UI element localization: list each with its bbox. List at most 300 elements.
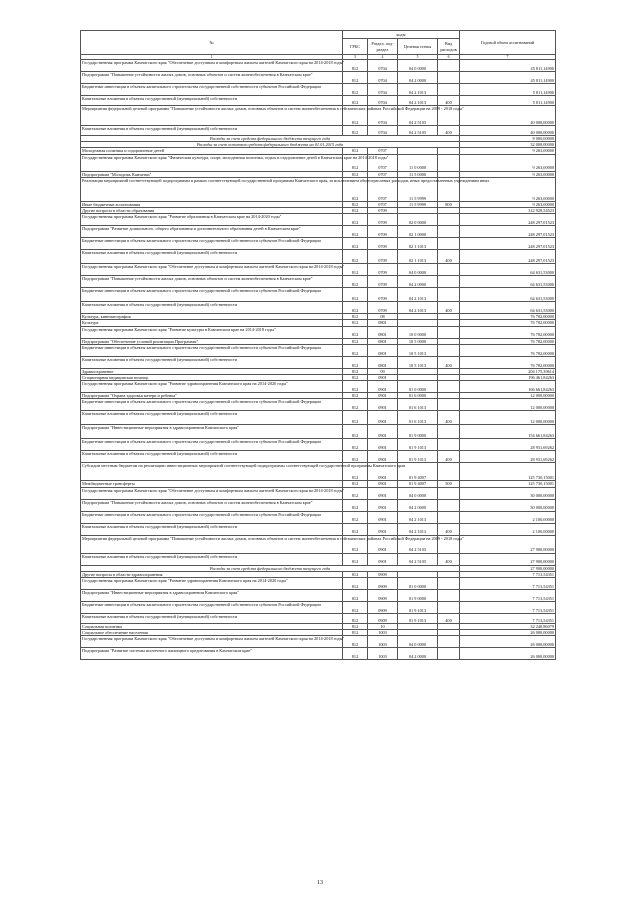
table-row bbox=[81, 264, 556, 276]
budget-table bbox=[80, 30, 556, 660]
amount-cell: 76 782,00000 bbox=[460, 356, 556, 368]
item-name: Бюджетные инвестиции в объекты капитального строительства государственной собственности субъектов Российской Федерации bbox=[81, 344, 343, 356]
amount-cell: 32 000,00000 bbox=[460, 142, 556, 148]
exptype-cell bbox=[438, 84, 460, 96]
header-grbs: ГРБС bbox=[343, 39, 368, 55]
amount-cell: 26 000,00000 bbox=[460, 636, 556, 648]
section-cell: 0801 bbox=[368, 356, 398, 368]
item-name: Бюджетные инвестиции в объекты капитального строительства государственной собственности субъектов Российской Федерации bbox=[81, 399, 343, 411]
item-name: Иные бюджетные ассигнования bbox=[81, 201, 343, 207]
section-cell: 0707 bbox=[368, 201, 398, 207]
target-cell: 04 2 5105 bbox=[398, 535, 438, 553]
header-target: Целевая статья bbox=[398, 39, 438, 55]
section-cell: 0901 bbox=[368, 553, 398, 565]
amount-cell: 9 263,00000 bbox=[460, 201, 556, 207]
section-cell: 0901 bbox=[368, 535, 398, 553]
amount-cell: 248 297,01523 bbox=[460, 226, 556, 238]
grbs-cell: 812 bbox=[343, 375, 368, 381]
amount-cell: 12 000,00000 bbox=[460, 411, 556, 425]
target-cell: 01 6 1013 bbox=[398, 399, 438, 411]
table-row bbox=[81, 523, 556, 535]
amount-cell: 64 631,53000 bbox=[460, 276, 556, 288]
amount-cell: 26 000,00000 bbox=[460, 648, 556, 660]
target-cell: 01 9 1013 bbox=[398, 614, 438, 624]
section-cell: 08 bbox=[368, 314, 398, 320]
target-cell: 01 9 1013 bbox=[398, 451, 438, 463]
exptype-cell bbox=[438, 511, 460, 523]
item-name: Мероприятия федеральной целевой программы "Повышение устойчивости жилых домов, основных объектов и систем жизнеобеспечения в сейсмических районах Российской Федерации на 2009 - 2018 годы" bbox=[81, 535, 343, 553]
amount-cell: 27 900,00000 bbox=[460, 565, 556, 571]
table-row bbox=[81, 578, 556, 590]
item-name: Государственная программа Камчатского края "Развитие здравоохранения Камчатского края на 2014-2020 годы" bbox=[81, 381, 343, 393]
item-name: Государственная программа Камчатского края "Обеспечение доступным и комфортным жильем жителей Камчатского края на 2014-2018 годы" bbox=[81, 60, 343, 72]
section-cell: 0909 bbox=[368, 602, 398, 614]
section-cell: 0801 bbox=[368, 344, 398, 356]
exptype-cell bbox=[438, 425, 460, 439]
table-row bbox=[81, 238, 556, 250]
exptype-cell bbox=[438, 238, 460, 250]
amount-cell: 28 931,69262 bbox=[460, 439, 556, 451]
grbs-cell: 812 bbox=[343, 320, 368, 326]
section-cell: 0709 bbox=[368, 302, 398, 314]
table-row bbox=[81, 399, 556, 411]
col-number-1: 1 bbox=[81, 55, 343, 60]
table-row bbox=[81, 487, 556, 499]
target-cell: 04 2 1013 bbox=[398, 523, 438, 535]
item-name: Субсидии местным бюджетам на реализацию инвестиционных мероприятий соответствующей подпрограммы соответствующей государственной программы Камчатского края bbox=[81, 463, 343, 481]
amount-cell: 7 713,54351 bbox=[460, 602, 556, 614]
exptype-cell: 400 bbox=[438, 250, 460, 264]
header-amount: Годовой объем ассигнований bbox=[460, 31, 556, 55]
amount-cell: 204 175,39614 bbox=[460, 368, 556, 374]
target-cell: 04 2 0000 bbox=[398, 499, 438, 511]
section-cell: 1003 bbox=[368, 630, 398, 636]
item-name: Подпрограмма "Обеспечение условий реализации Программы" bbox=[81, 338, 343, 344]
target-cell: 01 6 0000 bbox=[398, 393, 438, 399]
amount-cell: 248 297,01523 bbox=[460, 250, 556, 264]
section-cell: 0801 bbox=[368, 326, 398, 338]
target-cell: 04 2 0000 bbox=[398, 276, 438, 288]
section-cell: 0709 bbox=[368, 226, 398, 238]
grbs-cell: 812 bbox=[343, 571, 368, 577]
amount-cell: 166 661,84263 bbox=[460, 381, 556, 393]
exptype-cell bbox=[438, 648, 460, 660]
item-name: Стационарная медицинская помощь bbox=[81, 375, 343, 381]
table-row bbox=[81, 250, 556, 264]
amount-cell: 27 900,00000 bbox=[460, 553, 556, 565]
target-cell: 04 0 0000 bbox=[398, 487, 438, 499]
item-name: Подпрограмма "Охрана здоровья матери и ребенка" bbox=[81, 393, 343, 399]
page-number: 13 bbox=[317, 880, 323, 886]
amount-cell: 32 240,86079 bbox=[460, 624, 556, 630]
table-row bbox=[81, 288, 556, 302]
amount-cell: 76 782,00000 bbox=[460, 338, 556, 344]
amount-cell: 12 000,00000 bbox=[460, 399, 556, 411]
amount-cell: 312 928,54523 bbox=[460, 208, 556, 214]
table-row bbox=[81, 126, 556, 136]
section-cell: 0901 bbox=[368, 393, 398, 399]
col-number-6: 6 bbox=[438, 55, 460, 60]
section-cell: 0901 bbox=[368, 487, 398, 499]
exptype-cell: 400 bbox=[438, 126, 460, 136]
exptype-cell bbox=[438, 399, 460, 411]
amount-cell: 125 730,15001 bbox=[460, 481, 556, 487]
amount-cell: 40 000,00000 bbox=[460, 126, 556, 136]
target-cell: 01 9 4007 bbox=[398, 463, 438, 481]
item-name: Бюджетные инвестиции в объекты капитального строительства государственной собственности субъектов Российской Федерации bbox=[81, 288, 343, 302]
amount-cell: 30 000,00000 bbox=[460, 499, 556, 511]
grbs-cell: 812 bbox=[343, 636, 368, 648]
note-text: Расходы за счет средств федерального бюджета текущего года bbox=[81, 136, 460, 142]
table-row bbox=[81, 590, 556, 602]
target-cell: 04 2 0000 bbox=[398, 648, 438, 660]
item-name: Подпрограмма "Инвестиционные мероприятия в здравоохранении Камчатского края" bbox=[81, 425, 343, 439]
header-exptype: Вид расходов bbox=[438, 39, 460, 55]
item-name: Государственная программа Камчатского края "Обеспечение доступным и комфортным жильем жителей Камчатского края на 2014-2018 годы" bbox=[81, 636, 343, 648]
exptype-cell: 400 bbox=[438, 451, 460, 463]
grbs-cell: 812 bbox=[343, 276, 368, 288]
section-cell: 0704 bbox=[368, 96, 398, 106]
target-cell: 01 9 1013 bbox=[398, 439, 438, 451]
amount-cell: 154 661,84263 bbox=[460, 425, 556, 439]
section-cell: 0909 bbox=[368, 578, 398, 590]
exptype-cell bbox=[438, 276, 460, 288]
amount-cell: 40 000,00000 bbox=[460, 106, 556, 126]
table-row bbox=[81, 602, 556, 614]
grbs-cell: 812 bbox=[343, 451, 368, 463]
section-cell: 0901 bbox=[368, 399, 398, 411]
section-cell: 0909 bbox=[368, 614, 398, 624]
amount-cell: 7 713,54351 bbox=[460, 571, 556, 577]
amount-cell: 76 782,00000 bbox=[460, 320, 556, 326]
target-cell: 10 5 0000 bbox=[398, 338, 438, 344]
target-cell: 04 2 1013 bbox=[398, 511, 438, 523]
grbs-cell: 812 bbox=[343, 356, 368, 368]
item-name: Реализация мероприятий соответствующей подпрограммы в рамках соответствующей государственной программы Камчатского края, за исключением общеотраслевых расходов, иных предоставленных учреждениям иных bbox=[81, 177, 343, 201]
note-text: Расходы за счет средств федерального бюджета текущего года bbox=[81, 565, 460, 571]
item-name: Подпрограмма "Молодежь Камчатки" bbox=[81, 171, 343, 177]
exptype-cell bbox=[438, 463, 460, 481]
amount-cell: 9 263,00000 bbox=[460, 148, 556, 154]
section-cell: 0901 bbox=[368, 411, 398, 425]
item-name: Государственная программа Камчатского края "Обеспечение доступным и комфортным жильем жителей Камчатского края на 2014-2018 годы" bbox=[81, 264, 343, 276]
section-cell: 0709 bbox=[368, 214, 398, 226]
section-cell: 0901 bbox=[368, 463, 398, 481]
amount-cell: 9 263,00000 bbox=[460, 171, 556, 177]
table-row bbox=[81, 60, 556, 72]
grbs-cell: 812 bbox=[343, 214, 368, 226]
item-name: Бюджетные инвестиции в объекты капитального строительства государственной собственности субъектов Российской Федерации bbox=[81, 602, 343, 614]
grbs-cell: 812 bbox=[343, 338, 368, 344]
target-cell: 10 5 1013 bbox=[398, 356, 438, 368]
exptype-cell: 400 bbox=[438, 553, 460, 565]
table-row bbox=[81, 425, 556, 439]
target-cell: 11 5 9999 bbox=[398, 177, 438, 201]
amount-cell: 76 782,00000 bbox=[460, 326, 556, 338]
header-section: Раздел, под-раздел bbox=[368, 39, 398, 55]
section-cell: 10 bbox=[368, 624, 398, 630]
section-cell: 0901 bbox=[368, 511, 398, 523]
section-cell: 0901 bbox=[368, 425, 398, 439]
table-row bbox=[81, 381, 556, 393]
table-row bbox=[81, 214, 556, 226]
item-name: Здравоохранение bbox=[81, 368, 343, 374]
table-row bbox=[81, 106, 556, 126]
item-name: Молодежная политика и оздоровление детей bbox=[81, 148, 343, 154]
amount-cell: 64 631,53000 bbox=[460, 264, 556, 276]
table-row bbox=[81, 344, 556, 356]
grbs-cell: 812 bbox=[343, 201, 368, 207]
item-name: Капитальные вложения в объекты государственной (муниципальной) собственности bbox=[81, 96, 343, 106]
table-row bbox=[81, 154, 556, 171]
grbs-cell: 812 bbox=[343, 439, 368, 451]
amount-cell: 26 000,00000 bbox=[460, 630, 556, 636]
target-cell: 01 9 0000 bbox=[398, 425, 438, 439]
section-cell: 0709 bbox=[368, 276, 398, 288]
grbs-cell: 812 bbox=[343, 72, 368, 84]
target-cell: 04 2 5105 bbox=[398, 553, 438, 565]
table-row bbox=[81, 72, 556, 84]
section-cell: 0909 bbox=[368, 590, 398, 602]
item-name: Социальное обеспечение населения bbox=[81, 630, 343, 636]
grbs-cell: 812 bbox=[343, 602, 368, 614]
item-name: Культура, кинематография bbox=[81, 314, 343, 320]
table-body bbox=[81, 60, 556, 660]
grbs-cell: 812 bbox=[343, 288, 368, 302]
grbs-cell: 812 bbox=[343, 96, 368, 106]
target-cell: 11 5 0000 bbox=[398, 171, 438, 177]
exptype-cell bbox=[438, 590, 460, 602]
exptype-cell bbox=[438, 578, 460, 590]
section-cell: 0704 bbox=[368, 84, 398, 96]
section-cell: 0704 bbox=[368, 106, 398, 126]
table-header bbox=[81, 31, 556, 60]
exptype-cell bbox=[438, 288, 460, 302]
target-cell: 01 9 1013 bbox=[398, 602, 438, 614]
amount-cell: 9 263,00000 bbox=[460, 177, 556, 201]
amount-cell: 7 713,54351 bbox=[460, 614, 556, 624]
exptype-cell bbox=[438, 264, 460, 276]
item-name: Государственная программа Камчатского края "Развитие культуры в Камчатском крае на 2014-2018 годы" bbox=[81, 326, 343, 338]
section-cell: 0709 bbox=[368, 264, 398, 276]
amount-cell: 196 461,84263 bbox=[460, 375, 556, 381]
target-cell: 10 5 1013 bbox=[398, 344, 438, 356]
item-name: Государственная программа Камчатского края "Развитие здравоохранения Камчатского края на 2014-2020 годы" bbox=[81, 578, 343, 590]
grbs-cell: 812 bbox=[343, 250, 368, 264]
item-name: Капитальные вложения в объекты государственной (муниципальной) собственности bbox=[81, 523, 343, 535]
section-cell: 0704 bbox=[368, 72, 398, 84]
section-cell: 0707 bbox=[368, 177, 398, 201]
col-number-7: 7 bbox=[460, 55, 556, 60]
section-cell: 0709 bbox=[368, 288, 398, 302]
exptype-cell bbox=[438, 487, 460, 499]
amount-cell: 8 000,00000 bbox=[460, 136, 556, 142]
target-cell: 01 9 4007 bbox=[398, 481, 438, 487]
exptype-cell bbox=[438, 636, 460, 648]
item-name: Капитальные вложения в объекты государственной (муниципальной) собственности bbox=[81, 451, 343, 463]
section-cell: 0901 bbox=[368, 439, 398, 451]
item-name: Капитальные вложения в объекты государственной (муниципальной) собственности bbox=[81, 302, 343, 314]
amount-cell: 27 900,00000 bbox=[460, 535, 556, 553]
exptype-cell bbox=[438, 344, 460, 356]
exptype-cell bbox=[438, 381, 460, 393]
amount-cell: 12 000,00000 bbox=[460, 393, 556, 399]
target-cell: 11 0 0000 bbox=[398, 154, 438, 171]
grbs-cell: 812 bbox=[343, 648, 368, 660]
exptype-cell bbox=[438, 154, 460, 171]
item-name: Подпрограмма "Развитие системы ипотечного жилищного кредитования в Камчатском крае" bbox=[81, 648, 343, 660]
grbs-cell: 812 bbox=[343, 630, 368, 636]
amount-cell: 248 297,01523 bbox=[460, 214, 556, 226]
section-cell: 0901 bbox=[368, 499, 398, 511]
target-cell: 04 0 0000 bbox=[398, 264, 438, 276]
target-cell: 04 0 0000 bbox=[398, 636, 438, 648]
item-name: Государственная программа Камчатского края "Физическая культура, спорт, молодежная политика, отдых и оздоровление детей в Камчатском крае на 2014-2018 годы" bbox=[81, 154, 343, 171]
grbs-cell: 812 bbox=[343, 264, 368, 276]
grbs-cell: 812 bbox=[343, 481, 368, 487]
target-cell: 04 2 5105 bbox=[398, 106, 438, 126]
grbs-cell: 812 bbox=[343, 226, 368, 238]
grbs-cell: 812 bbox=[343, 590, 368, 602]
target-cell: 04 2 1013 bbox=[398, 96, 438, 106]
item-name: Капитальные вложения в объекты государственной (муниципальной) собственности bbox=[81, 250, 343, 264]
amount-cell: 7 713,54351 bbox=[460, 578, 556, 590]
exptype-cell bbox=[438, 214, 460, 226]
amount-cell: 248 297,01523 bbox=[460, 238, 556, 250]
section-cell: 0901 bbox=[368, 523, 398, 535]
grbs-cell: 812 bbox=[343, 208, 368, 214]
grbs-cell: 812 bbox=[343, 393, 368, 399]
amount-cell: 64 631,53000 bbox=[460, 302, 556, 314]
exptype-cell bbox=[438, 499, 460, 511]
section-cell: 09 bbox=[368, 368, 398, 374]
amount-cell: 76 782,00000 bbox=[460, 344, 556, 356]
table-row bbox=[81, 614, 556, 624]
grbs-cell: 812 bbox=[343, 177, 368, 201]
note-text: Расходы за счет остатков средств федерального бюджета на 01.01.2015 года bbox=[81, 142, 460, 148]
exptype-cell bbox=[438, 60, 460, 72]
item-name: Бюджетные инвестиции в объекты капитального строительства государственной собственности субъектов Российской Федерации bbox=[81, 511, 343, 523]
amount-cell: 2 100,00000 bbox=[460, 511, 556, 523]
item-name: Государственная программа Камчатского края "Обеспечение доступным и комфортным жильем жителей Камчатского края на 2014-2018 годы" bbox=[81, 487, 343, 499]
amount-cell: 28 931,69262 bbox=[460, 451, 556, 463]
grbs-cell: 812 bbox=[343, 344, 368, 356]
item-name: Подпрограмма "Инвестиционные мероприятия в здравоохранении Камчатского края" bbox=[81, 590, 343, 602]
grbs-cell: 812 bbox=[343, 326, 368, 338]
target-cell: 04 2 0000 bbox=[398, 72, 438, 84]
section-cell: 1003 bbox=[368, 636, 398, 648]
exptype-cell bbox=[438, 602, 460, 614]
amount-cell: 7 713,54351 bbox=[460, 590, 556, 602]
grbs-cell: 812 bbox=[343, 148, 368, 154]
target-cell: 01 6 1013 bbox=[398, 411, 438, 425]
amount-cell: 45 811,14900 bbox=[460, 60, 556, 72]
grbs-cell: 812 bbox=[343, 523, 368, 535]
grbs-cell: 812 bbox=[343, 126, 368, 136]
exptype-cell: 400 bbox=[438, 411, 460, 425]
table-row bbox=[81, 511, 556, 523]
section-cell: 0707 bbox=[368, 171, 398, 177]
table-row bbox=[81, 535, 556, 553]
grbs-cell: 812 bbox=[343, 553, 368, 565]
amount-cell: 2 100,00000 bbox=[460, 523, 556, 535]
target-cell: 02 1 1013 bbox=[398, 238, 438, 250]
item-name: Капитальные вложения в объекты государственной (муниципальной) собственности bbox=[81, 411, 343, 425]
section-cell: 0709 bbox=[368, 250, 398, 264]
grbs-cell: 812 bbox=[343, 154, 368, 171]
target-cell: 01 9 0000 bbox=[398, 590, 438, 602]
grbs-cell: 812 bbox=[343, 302, 368, 314]
item-name: Культура bbox=[81, 320, 343, 326]
section-cell: 0709 bbox=[368, 208, 398, 214]
grbs-cell: 812 bbox=[343, 535, 368, 553]
target-cell: 04 2 1013 bbox=[398, 288, 438, 302]
table-row bbox=[81, 226, 556, 238]
section-cell: 0707 bbox=[368, 154, 398, 171]
table-row bbox=[81, 553, 556, 565]
section-cell: 0901 bbox=[368, 451, 398, 463]
item-name: Подпрограмма "Повышение устойчивости жилых домов, основных объектов и систем жизнеобеспечения в Камчатском крае" bbox=[81, 72, 343, 84]
grbs-cell: 812 bbox=[343, 399, 368, 411]
table-row bbox=[81, 439, 556, 451]
target-cell: 04 0 0000 bbox=[398, 60, 438, 72]
target-cell: 11 5 9999 bbox=[398, 201, 438, 207]
table-row bbox=[81, 356, 556, 368]
item-name: Бюджетные инвестиции в объекты капитального строительства государственной собственности субъектов Российской Федерации bbox=[81, 84, 343, 96]
table-row bbox=[81, 648, 556, 660]
target-cell: 02 1 1013 bbox=[398, 250, 438, 264]
grbs-cell: 812 bbox=[343, 84, 368, 96]
grbs-cell: 812 bbox=[343, 381, 368, 393]
target-cell: 02 1 0000 bbox=[398, 226, 438, 238]
table-row bbox=[81, 451, 556, 463]
exptype-cell: 400 bbox=[438, 523, 460, 535]
table-row bbox=[81, 326, 556, 338]
exptype-cell: 400 bbox=[438, 96, 460, 106]
table-row bbox=[81, 499, 556, 511]
item-name: Капитальные вложения в объекты государственной (муниципальной) собственности bbox=[81, 356, 343, 368]
table-row bbox=[81, 463, 556, 481]
grbs-cell: 812 bbox=[343, 425, 368, 439]
target-cell: 02 0 0000 bbox=[398, 214, 438, 226]
item-name: Государственная программа Камчатского края "Развитие образования в Камчатском крае на 2014-2020 годы" bbox=[81, 214, 343, 226]
item-name: Другие вопросы в области здравоохранения bbox=[81, 571, 343, 577]
grbs-cell: 812 bbox=[343, 511, 368, 523]
amount-cell: 30 000,00000 bbox=[460, 487, 556, 499]
grbs-cell: 812 bbox=[343, 106, 368, 126]
item-name: Капитальные вложения в объекты государственной (муниципальной) собственности bbox=[81, 553, 343, 565]
item-name: Межбюджетные трансферты bbox=[81, 481, 343, 487]
grbs-cell: 812 bbox=[343, 614, 368, 624]
grbs-cell: 812 bbox=[343, 624, 368, 630]
table-row bbox=[81, 96, 556, 106]
amount-cell: 9 263,00000 bbox=[460, 154, 556, 171]
table-row bbox=[81, 302, 556, 314]
grbs-cell: 812 bbox=[343, 238, 368, 250]
target-cell: 04 2 1013 bbox=[398, 302, 438, 314]
item-name: Подпрограмма "Повышение устойчивости жилых домов, основных объектов и систем жизнеобеспечения в Камчатском крае" bbox=[81, 499, 343, 511]
exptype-cell bbox=[438, 72, 460, 84]
header-num: № bbox=[81, 31, 343, 55]
exptype-cell: 400 bbox=[438, 614, 460, 624]
table-row bbox=[81, 177, 556, 201]
item-name: Бюджетные инвестиции в объекты капитального строительства государственной собственности субъектов Российской Федерации bbox=[81, 238, 343, 250]
table-row bbox=[81, 84, 556, 96]
amount-cell: 64 631,53000 bbox=[460, 288, 556, 302]
section-cell: 0704 bbox=[368, 60, 398, 72]
grbs-cell: 812 bbox=[343, 60, 368, 72]
target-cell: 10 0 0000 bbox=[398, 326, 438, 338]
